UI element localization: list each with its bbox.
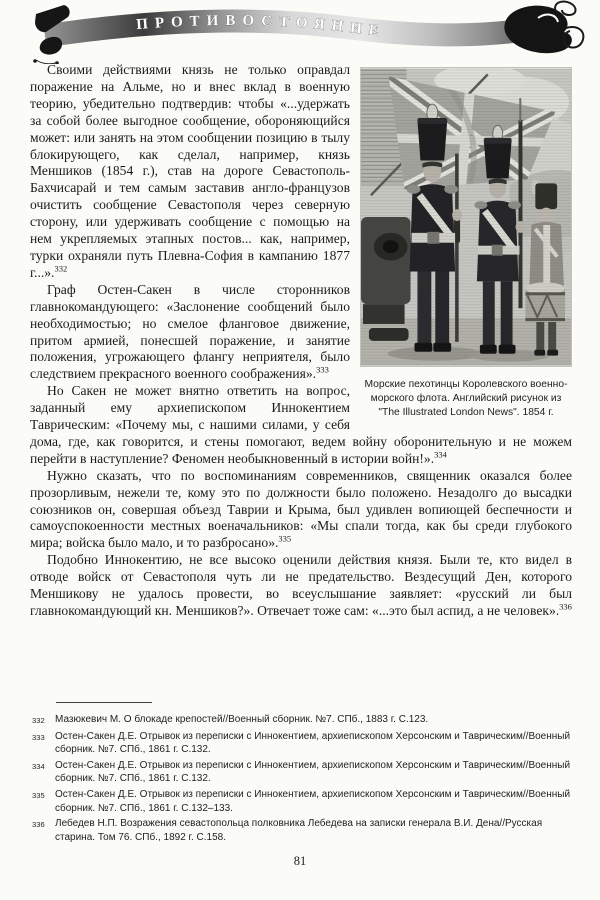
ribbon-graphic [0, 0, 600, 64]
footnote-ref: 333 [316, 364, 329, 375]
body-text [30, 62, 572, 620]
footnote-number: 333 [32, 732, 45, 742]
footnote-ref: 334 [434, 449, 447, 460]
footnote-text: Остен-Сакен Д.Е. Отрывок из переписки с Иннокентием, архиепископом Херсонским и Таврическим//Военный сборник. №7. СПб., 1861 г. С.132–133. [55, 788, 571, 814]
footnote-number: 336 [32, 820, 45, 830]
figure-marines [360, 67, 572, 419]
footnote-ref: 335 [278, 533, 292, 544]
footnote-ref: 332 [54, 263, 68, 274]
paragraph [30, 468, 572, 553]
paragraph-text: Подобно Иннокентию, не все высоко оценили действия князя. Были те, кто видел в отводе войск от Севастополя чуть ли не предательство. Вездесущий Ден, которого Меншикову не удалось провести, во всеуслышание заявляет: «русский ли был главнокомандующий кн. Меншиков?». Отвечает тоже сам: «...это был аспид, а не человек». [30, 552, 572, 618]
footnote [30, 713, 572, 728]
footnote-text: Мазюкевич М. О блокаде крепостей//Военный сборник. №7. СПб., 1883 г. С.123. [55, 714, 429, 725]
chapter-header-ribbon [0, 0, 600, 64]
mask-flourish-right-icon [504, 1, 583, 53]
footnotes-section [30, 702, 572, 846]
paragraph [30, 552, 572, 620]
footnote [30, 759, 572, 786]
footnote [30, 788, 572, 815]
figure-illustration [360, 67, 572, 367]
page-number: 81 [293, 854, 307, 868]
figure-caption: Морские пехотинцы Королевского военно-морского флота. Английский рисунок из "The Illustrated London News". 1854 г. [364, 379, 568, 418]
footnote-text: Лебедев Н.П. Возражения севастопольца полковника Лебедева на записки генерала В.И. Дена//Русская старина. Том 76. СПб., 1892 г. С.158. [55, 818, 543, 843]
footnote-ref: 336 [559, 601, 572, 612]
footnote [30, 817, 572, 844]
footnote-number: 335 [32, 790, 45, 800]
paragraph-text: Своими действиями князь не только оправдал поражение на Альме, но и внес вклад в военную теорию, убедительно подтвердив: чтобы «...удержать за собой более выгодное сообщение, обороняющийся может: или занять на этом сообщении позицию в тылу блокирующего, как сделал, например, князь Меншиков (1854 г.), став на дороге Севастополь-Бахчисарай и тем самым заставив англо-французов очистить сообщение Севастополя через северную сторону, или удерживать сообщение с помощью на нем укрепляемых этапных постов... как, например, турки охраняли путь Плевна-София в кампанию 1877 г...». [30, 62, 350, 280]
paragraph-text: Нужно сказать, что по воспоминаниям современников, священник оказался более прозорливым, нежели те, кому это по должности было положено. Незадолго до высадки союзников он, совершая объезд Таврии и Крыма, был удивлен вопиющей беспечности и самоуспокоенности местных военачальников: «Мы спали тогда, как бы среди глубокого мира; войска было мало, и то разбросано». [30, 467, 572, 551]
footnote [30, 730, 572, 757]
footnote-number: 332 [32, 716, 45, 725]
footnote-text: Остен-Сакен Д.Е. Отрывок из переписки с Иннокентием, архиепископом Херсонским и Таврическим//Военный сборник. №7. СПб., 1861 г. С.132. [55, 759, 571, 785]
footnote-number: 334 [32, 761, 45, 771]
paragraph-text: Граф Остен-Сакен в числе сторонников главнокомандующего: «Заслонение сообщений было необходимостью; но смелое фланговое движение, притом армией, понесшей поражение, и занятие положения, угрожающего флангу неприятеля, было следствием прекрасного военного соображения». [30, 281, 350, 382]
footnote-text: Остен-Сакен Д.Е. Отрывок из переписки с Иннокентием, архиепископом Херсонским и Таврическим//Военный сборник. №7. СПб., 1861 г. С.132. [55, 730, 571, 756]
chapter-title: ПРОТИВОСТОЯНИЕ [135, 13, 387, 40]
paragraph-text: Но Сакен не может внятно ответить на вопрос, заданный ему архиепископом Иннокентием Таврическим: «Почему мы, с нашими силами, у себя дома, где, как говорится, и стены помогают, ведем войну оборонительную и не можем перейти в наступление? Феномен необыкновенный в истории войн!». [30, 383, 572, 466]
footnote-divider [56, 702, 152, 703]
